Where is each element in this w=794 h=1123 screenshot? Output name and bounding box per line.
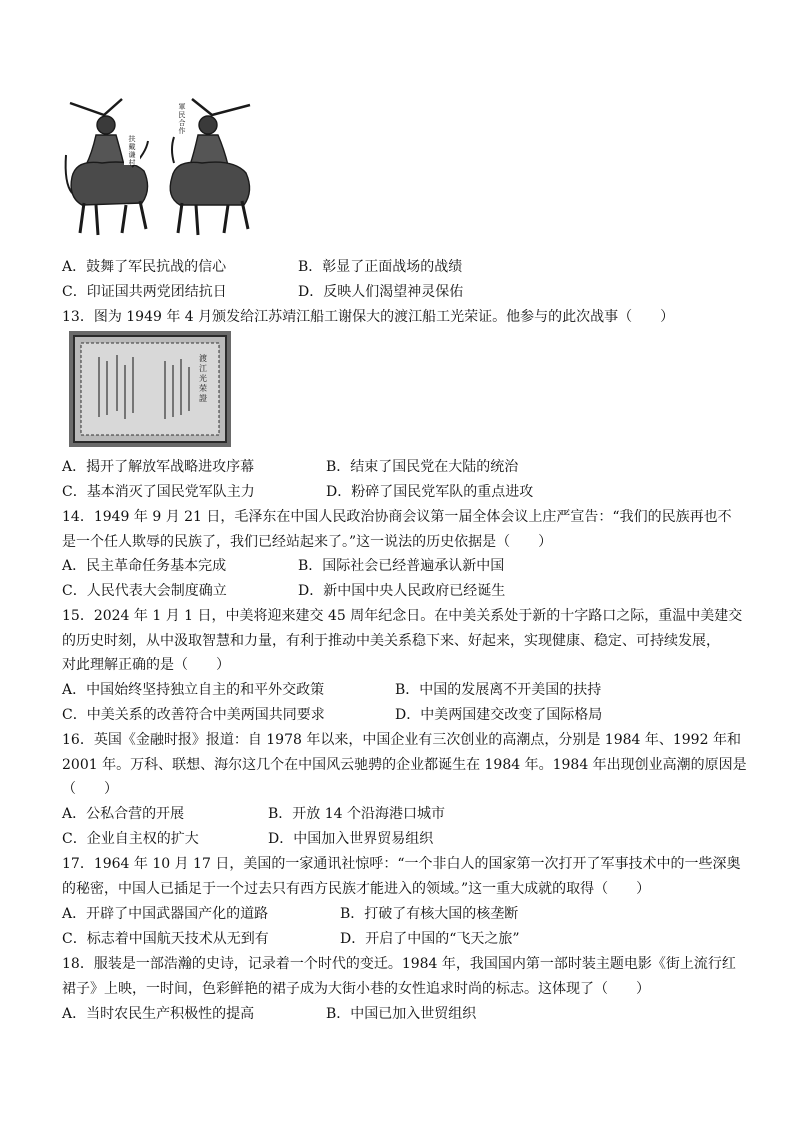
q12-figure [62,93,258,243]
q13-option-b: B．结束了国民党在大陆的统治 [326,459,519,475]
q15-stem-line1: 15．2024 年 1 月 1 日，中美将迎来建交 45 周年纪念日。在中美关系处于新的十字路口之际，重温中美建交 [62,608,743,624]
svg-text:谦: 谦 [128,151,136,159]
svg-text:作: 作 [178,127,186,135]
q18-option-a: A．当时农民生产积极性的提高 [62,1006,255,1022]
q14-option-c: C．人民代表大会制度确立 [62,583,227,599]
q18-option-b: B．中国已加入世贸组织 [326,1006,477,1022]
q14-option-d: D．新中国中央人民政府已经诞生 [298,583,506,599]
q16-option-d: D．中国加入世界贸易组织 [268,831,434,847]
q13-option-c: C．基本消灭了国民党军队主力 [62,484,255,500]
q16-option-c: C．企业自主权的扩大 [62,831,199,847]
svg-text:江: 江 [199,364,207,373]
q17-option-d: D．开启了中国的“飞天之旅” [340,931,520,947]
q14-stem-line1: 14．1949 年 9 月 21 日，毛泽东在中国人民政治协商会议第一届全体会议上庄严宣告：“我们的民族再也不 [62,509,732,525]
q15-stem-line2: 的历史时刻，从中汲取智慧和力量，有利于推动中美关系稳下来、好起来，实现健康、稳定、可持续发展， [62,633,720,649]
q13-certificate-image [69,331,231,447]
q17-option-a: A．开辟了中国武器国产化的道路 [62,906,269,922]
q15-option-d: D．中美两国建交改变了国际格局 [395,707,603,723]
q13-option-d: D．粉碎了国民党军队的重点进攻 [326,484,534,500]
q13-option-a: A．揭开了解放军战略进攻序幕 [62,459,255,475]
q18-stem-line2: 裙子》上映，一时间，色彩鲜艳的裙子成为大街小巷的女性追求时尚的标志。这体现了（ ） [62,981,650,997]
q13-stem: 13．图为 1949 年 4 月颁发给江苏靖江船工谢保大的渡江船工光荣证。他参与的此次战事（ ） [62,309,675,325]
q12-option-a: A．鼓舞了军民抗战的信心 [62,259,227,275]
certificate-title: 渡 [199,354,207,363]
svg-text:民: 民 [178,111,186,119]
q15-option-a: A．中国始终坚持独立自主的和平外交政策 [62,682,325,698]
new-year-prints-image [62,93,258,243]
q12-option-d: D．反映人们渴望神灵保佑 [298,284,464,300]
q17-stem-line1: 17．1964 年 10 月 17 日，美国的一家通讯社惊呼：“一个非白人的国家第一次打开了军事技术中的一些深奥 [62,856,741,872]
q17-stem-line2: 的秘密，中国人已插足于一个过去只有西方民族才能进入的领域。”这一重大成就的取得（ ） [62,881,651,897]
q17-option-b: B．打破了有核大国的核垄断 [340,906,519,922]
q16-option-b: B．开放 14 个沿海港口城市 [268,806,446,822]
left-print-caption: 扶 [128,135,136,143]
q14-option-a: A．民主革命任务基本完成 [62,558,227,574]
q16-stem-line1: 16．英国《金融时报》报道：自 1978 年以来，中国企业有三次创业的高潮点，分别是 1984 年、1992 年和 [62,732,741,748]
q17-option-c: C．标志着中国航天技术从无到有 [62,931,269,947]
q18-stem-line1: 18．服装是一部浩瀚的史诗，记录着一个时代的变迁。1984 年，我国国内第一部时装主题电影《街上流行红 [62,956,736,972]
q15-option-c: C．中美关系的改善符合中美两国共同要求 [62,707,325,723]
q15-option-b: B．中国的发展离不开美国的扶持 [395,682,602,698]
svg-text:戴: 戴 [128,143,136,151]
q16-stem-line2: 2001 年。万科、联想、海尔这几个在中国风云驰骋的企业都诞生在 1984 年。1984 年出现创业高潮的原因是 [62,757,747,773]
q16-option-a: A．公私合营的开展 [62,806,185,822]
svg-text:村: 村 [128,159,136,167]
q12-option-c: C．印证国共两党团结抗日 [62,284,227,300]
q14-stem-line2: 是一个任人欺辱的民族了，我们已经站起来了。”这一说法的历史依据是（ ） [62,534,553,550]
q16-stem-line3: （ ） [62,781,118,797]
svg-text:合: 合 [178,119,186,127]
right-print-caption: 軍 [178,103,186,111]
q15-stem-line3: 对此理解正确的是（ ） [62,657,230,673]
svg-text:光: 光 [199,374,207,383]
q12-option-b: B．彰显了正面战场的战绩 [298,259,463,275]
svg-text:荣: 荣 [199,384,207,393]
q14-option-b: B．国际社会已经普遍承认新中国 [298,558,505,574]
svg-text:證: 證 [199,394,207,403]
